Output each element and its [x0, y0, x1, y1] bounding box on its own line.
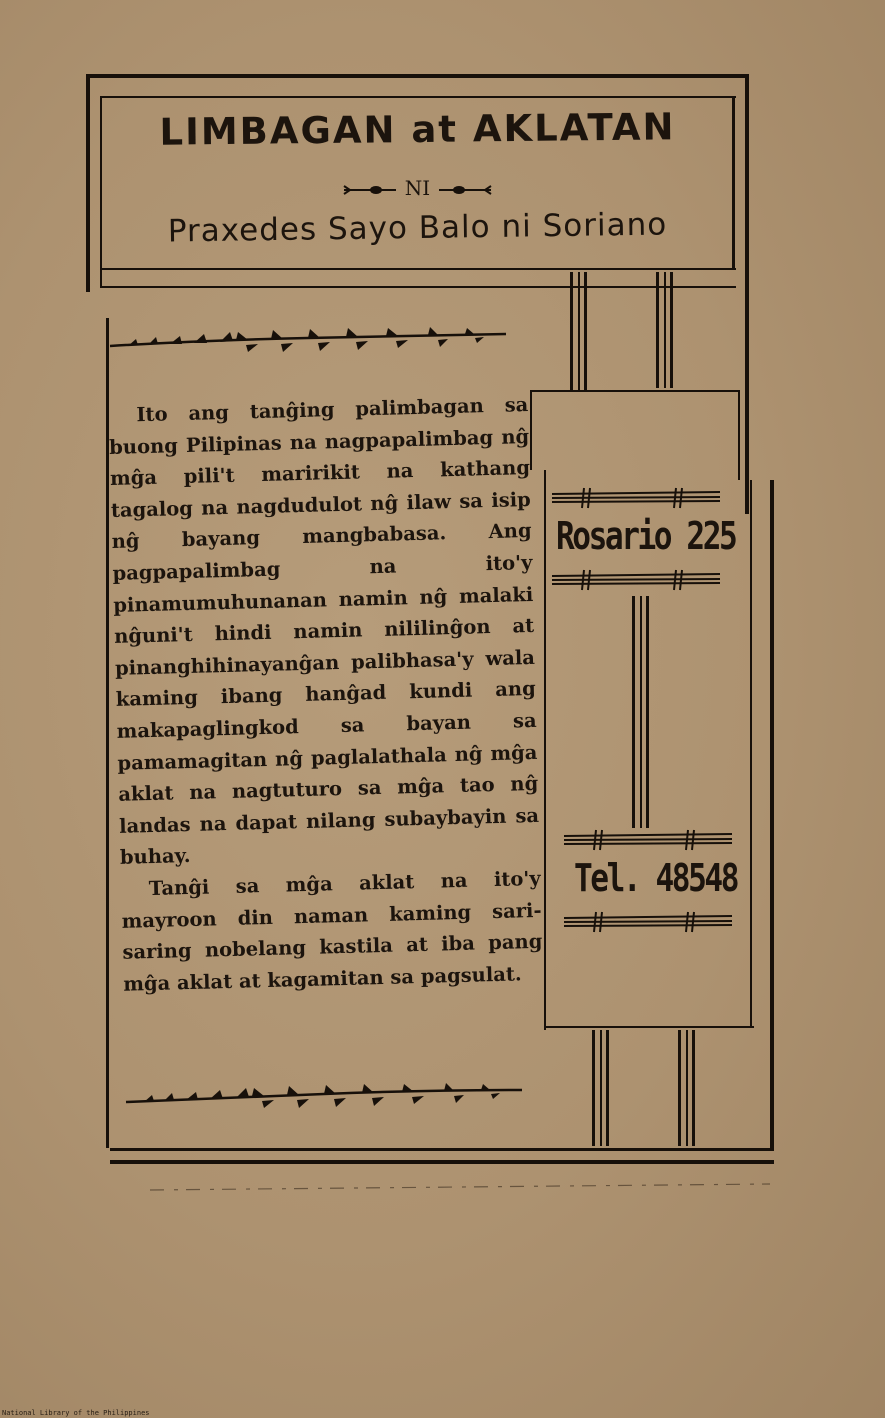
address-label: Rosario 225	[556, 514, 736, 558]
right-ornament-icon	[437, 183, 493, 197]
column-rule	[570, 272, 573, 390]
body-text	[108, 389, 544, 1000]
outer-frame-bottom-2	[110, 1160, 774, 1164]
column-rule	[592, 1030, 595, 1146]
phone-label: Tel. 48548	[574, 856, 738, 900]
column-rule	[670, 272, 673, 388]
header-box-right	[732, 96, 735, 268]
top-vine-ornament-icon	[108, 322, 508, 358]
column-rule	[640, 596, 642, 828]
column-rule	[656, 272, 659, 388]
column-rule	[646, 596, 649, 828]
publisher-name: Praxedes Sayo Balo ni Soriano	[167, 206, 668, 250]
outer-frame-left	[86, 74, 90, 292]
column-rule	[678, 1030, 681, 1146]
ni-label: NI	[404, 176, 431, 200]
outer-frame-top	[86, 74, 748, 78]
outer-frame-bottom	[110, 1148, 774, 1151]
column-rule	[584, 272, 587, 390]
ornamental-rule-icon	[560, 910, 736, 934]
header-box-left	[100, 96, 102, 288]
column-rule	[692, 1030, 695, 1146]
column-rule	[632, 596, 635, 828]
ornamental-rule-icon	[548, 568, 724, 592]
sidebar-box-right	[738, 390, 740, 480]
sidebar-box-left-lower	[544, 470, 546, 1030]
ornamental-rule-icon	[548, 486, 724, 510]
column-rule	[686, 1030, 688, 1146]
page-title: LIMBAGAN at AKLATAN	[159, 105, 676, 154]
header-box-bottom	[100, 268, 736, 270]
header-box-bottom-2	[100, 286, 736, 288]
sidebar-box-bottom	[544, 1026, 754, 1028]
bottom-vine-ornament-icon	[124, 1080, 524, 1116]
sidebar-box-left	[530, 390, 532, 470]
outer-frame-right	[745, 74, 749, 514]
body-paragraph-2: Tanĝi sa mĝa aklat na ito'y mayroon din naman kaming sari-saring nobelang kastila at iba pang mĝa aklat at kagamitan sa pagsulat.	[121, 866, 543, 996]
faint-dashes-decoration	[150, 1180, 775, 1194]
column-rule	[664, 272, 666, 388]
column-rule	[578, 272, 580, 390]
ni-row	[105, 176, 730, 200]
left-ornament-icon	[342, 183, 398, 197]
column-rule	[606, 1030, 609, 1146]
column-rule	[600, 1030, 602, 1146]
outer-frame-right-lower	[770, 480, 774, 1148]
sidebar-box-right-lower	[750, 480, 752, 1026]
sidebar-box-top	[530, 390, 740, 392]
ornamental-rule-icon	[560, 828, 736, 852]
library-credit: National Library of the Philippines	[2, 1409, 150, 1417]
header-box-top	[100, 96, 736, 98]
body-paragraph-1: Ito ang tanĝing palimbagan sa buong Pilipinas na nagpapalimbag nĝ mĝa pili't maririkit na kathang tagalog na nagdudulot nĝ ilaw sa isip nĝ bayang mangbabasa. Ang pagpapalimbag na ito'y pinamumuhunanan namin nĝ malaki nĝuni't hindi namin nililinĝon at pinanghihinayanĝan palibhasa'y wala kaming ibang hanĝad kundi ang makapaglingkod sa bayan sa pamamagitan nĝ paglalathala nĝ mĝa aklat na nagtuturo sa mĝa tao nĝ landas na dapat nilang subaybayin sa buhay.	[108, 393, 540, 870]
